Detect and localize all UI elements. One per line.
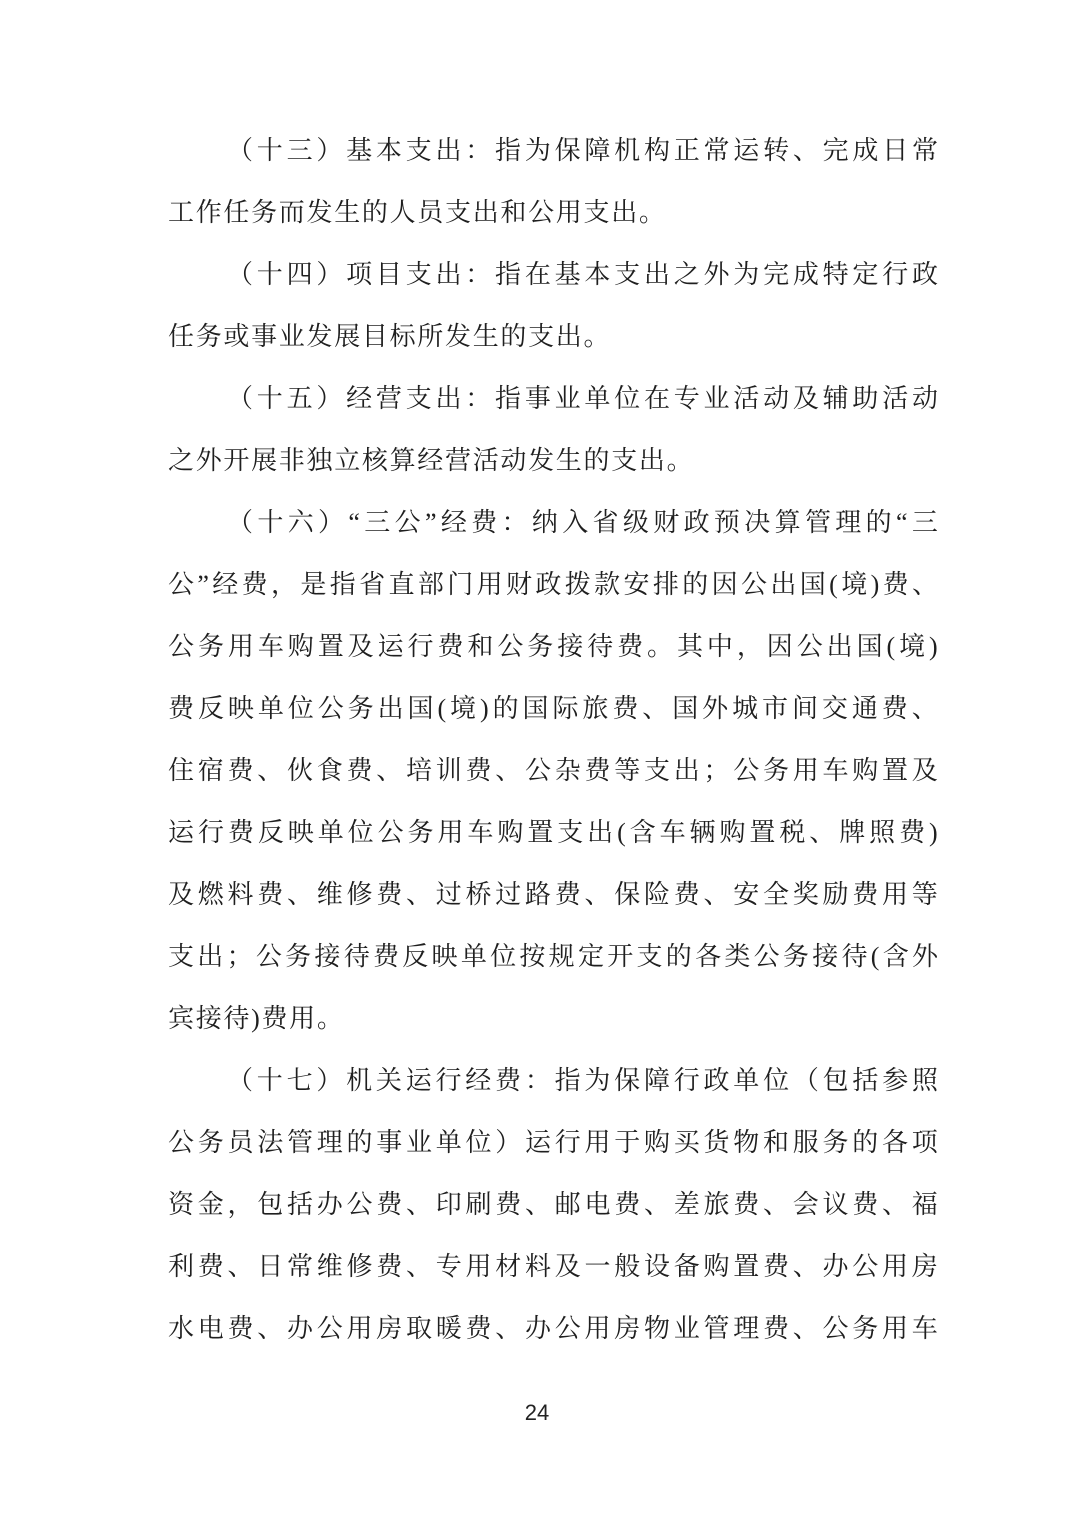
- text-line: （ 十 四 ） 项 目 支 出 ： 指 在 基 本 支 出 之 外 为 完 成 特 定 行 政: [227, 260, 938, 289]
- text-line: 工作任务而发生的人员支出和公用支出。: [168, 198, 667, 227]
- text-line: 利 费 、 日 常 维 修 费 、 专 用 材 料 及 一 般 设 备 购 置 费 、 办 公 用 房: [168, 1252, 938, 1281]
- text-line: 支 出 ； 公 务 接 待 费 反 映 单 位 按 规 定 开 支 的 各 类 公 务 接 待 ( 含 外: [168, 942, 938, 971]
- paragraph: [168, 120, 938, 244]
- text-line: （ 十 五 ） 经 营 支 出 ： 指 事 业 单 位 在 专 业 活 动 及 辅 助 活 动: [227, 384, 938, 413]
- text-line: 任务或事业发展目标所发生的支出。: [168, 322, 612, 351]
- text-line: 宾接待)费用。: [168, 1004, 345, 1033]
- text-line: 之外开展非独立核算经营活动发生的支出。: [168, 446, 695, 475]
- text-line: 住 宿 费 、 伙 食 费 、 培 训 费 、 公 杂 费 等 支 出 ； 公 务 用 车 购 置 及: [168, 756, 938, 785]
- text-line: 公 务 员 法 管 理 的 事 业 单 位 ） 运 行 用 于 购 买 货 物 和 服 务 的 各 项: [168, 1128, 938, 1157]
- text-line: 运 行 费 反 映 单 位 公 务 用 车 购 置 支 出 ( 含 车 辆 购 置 税 、 牌 照 费 ): [168, 818, 938, 847]
- text-line: （ 十 三 ） 基 本 支 出 ： 指 为 保 障 机 构 正 常 运 转 、 完 成 日 常: [227, 136, 938, 165]
- document-body: [168, 120, 938, 1360]
- paragraph: [168, 244, 938, 368]
- text-line: （ 十 六 ） “ 三 公 ” 经 费 ： 纳 入 省 级 财 政 预 决 算 管 理 的 “ 三: [227, 508, 938, 537]
- text-line: （ 十 七 ） 机 关 运 行 经 费 ： 指 为 保 障 行 政 单 位 （ 包 括 参 照: [227, 1066, 938, 1095]
- paragraph: [168, 368, 938, 492]
- page-number: 24: [524, 1400, 550, 1425]
- text-line: 费 反 映 单 位 公 务 出 国 ( 境 ) 的 国 际 旅 费 、 国 外 城 市 间 交 通 费 、: [168, 694, 938, 723]
- text-line: 公 ” 经 费 ， 是 指 省 直 部 门 用 财 政 拨 款 安 排 的 因 公 出 国 ( 境 ) 费 、: [168, 570, 938, 599]
- text-line: 公 务 用 车 购 置 及 运 行 费 和 公 务 接 待 费 。 其 中 ， 因 公 出 国 ( 境 ): [168, 632, 938, 661]
- text-line: 及 燃 料 费 、 维 修 费 、 过 桥 过 路 费 、 保 险 费 、 安 全 奖 励 费 用 等: [168, 880, 938, 909]
- paragraph: [168, 492, 938, 1050]
- text-line: 水 电 费 、 办 公 用 房 取 暖 费 、 办 公 用 房 物 业 管 理 费 、 公 务 用 车: [168, 1314, 938, 1343]
- text-line: 资 金 ， 包 括 办 公 费 、 印 刷 费 、 邮 电 费 、 差 旅 费 、 会 议 费 、 福: [168, 1190, 938, 1219]
- paragraph: [168, 1050, 938, 1360]
